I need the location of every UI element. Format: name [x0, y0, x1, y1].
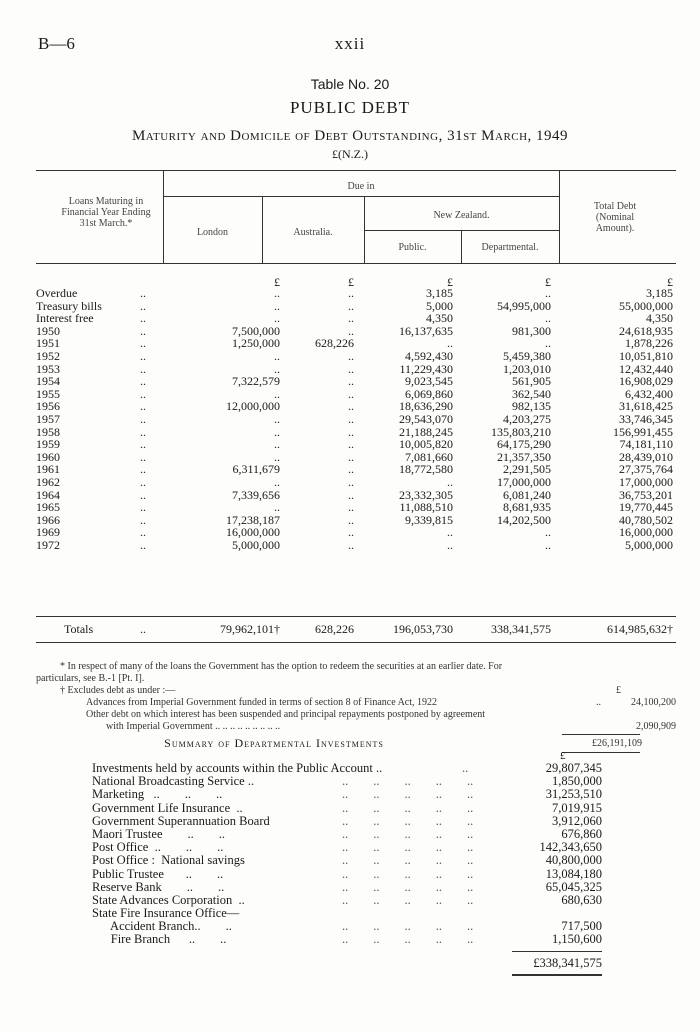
table-row	[36, 287, 676, 300]
cell-departmental: 981,300	[512, 323, 551, 338]
row-label: 1960	[36, 449, 60, 464]
cell-departmental: 21,357,350	[497, 449, 551, 464]
row-label: 1955	[36, 386, 60, 401]
summary-row-value: 13,084,180	[545, 866, 602, 881]
summary-row-dots: .. .. .. .. ..	[342, 919, 474, 934]
summary-row-dots: .. .. .. .. ..	[342, 866, 474, 881]
summary-row-dots: .. .. .. .. ..	[342, 879, 474, 894]
footnote-sum-rule	[562, 734, 640, 735]
cell-departmental: ..	[545, 537, 551, 552]
footnote-other	[36, 709, 676, 721]
header-departmental: Departmental.	[481, 242, 539, 253]
summary-row-label: Public Trustee .. ..	[92, 866, 224, 881]
cell-public: 9,023,545	[405, 374, 453, 389]
summary-row-dots: .. .. .. .. ..	[342, 787, 474, 802]
row-dots: ..	[140, 462, 146, 477]
table-row	[36, 413, 676, 426]
summary-row-label: National Broadcasting Service ..	[92, 774, 255, 789]
cell-australia: ..	[348, 374, 354, 389]
footnote-other-label2: with Imperial Government .. .. .. .. .. .. .. .. ..	[106, 721, 281, 732]
row-label: 1969	[36, 525, 60, 540]
cell-departmental: 5,459,380	[503, 348, 551, 363]
summary-row-label: Investments held by accounts within the Public Account ..	[92, 761, 383, 775]
cell-departmental: 561,905	[512, 374, 551, 389]
cell-london: ..	[274, 411, 280, 426]
cell-total: 19,770,445	[619, 500, 673, 515]
cell-public: ..	[447, 537, 453, 552]
summary-row	[92, 788, 612, 801]
summary-row-label: State Fire Insurance Office—	[92, 906, 240, 921]
cell-departmental: 362,540	[512, 386, 551, 401]
table-row	[36, 388, 676, 401]
cell-london: 17,238,187	[226, 512, 280, 527]
cell-australia: ..	[348, 348, 354, 363]
cell-departmental: 982,135	[512, 399, 551, 414]
cell-australia: ..	[348, 512, 354, 527]
col-divider-5	[559, 170, 560, 263]
summary-row-label: Post Office .. .. ..	[92, 840, 224, 855]
cell-total: 4,350	[646, 311, 673, 326]
footnote-advances-dots: ..	[596, 697, 601, 708]
summary-row-value: 31,253,510	[545, 787, 602, 802]
footnote-other-cont	[36, 721, 676, 733]
cell-london: 7,322,579	[232, 374, 280, 389]
row-label: 1965	[36, 500, 60, 515]
cell-total: 12,432,440	[619, 361, 673, 376]
cell-australia: 628,226	[315, 336, 354, 351]
summary-row-value: 717,500	[561, 919, 602, 934]
summary-row-value: 142,343,650	[539, 840, 602, 855]
summary-row-label: Fire Branch .. ..	[92, 932, 227, 947]
summary-list	[92, 762, 612, 947]
totals-label: Totals	[64, 622, 94, 636]
summary-row-label: Government Superannuation Board	[92, 813, 270, 828]
table-row	[36, 514, 676, 527]
totals-top-rule	[36, 616, 676, 617]
summary-row-label: Marketing .. .. ..	[92, 787, 223, 802]
cell-departmental: 135,803,210	[491, 424, 551, 439]
table-row	[36, 363, 676, 376]
cell-australia: ..	[348, 525, 354, 540]
cell-public: ..	[447, 474, 453, 489]
summary-row-value: 1,150,600	[552, 932, 602, 947]
table-row	[36, 539, 676, 552]
cell-london: ..	[274, 386, 280, 401]
table-row	[36, 400, 676, 413]
cell-australia: ..	[348, 386, 354, 401]
summary-row-value: 680,630	[561, 892, 602, 907]
summary-row-value: 3,912,060	[552, 813, 602, 828]
cell-australia: ..	[348, 298, 354, 313]
cell-public: 4,350	[426, 311, 453, 326]
cell-total: 3,185	[646, 286, 673, 300]
footnote-dagger-text: † Excludes debt as under :—	[60, 685, 176, 696]
summary-row-dots: ..	[462, 761, 469, 775]
summary-row-value: 1,850,000	[552, 774, 602, 789]
cell-total: 156,991,455	[613, 424, 673, 439]
table-row	[36, 325, 676, 338]
summary-row-dots: .. .. .. .. ..	[342, 774, 474, 789]
summary-row-dots: .. .. .. .. ..	[342, 932, 474, 947]
cell-australia: ..	[348, 323, 354, 338]
summary-pound: £	[560, 750, 566, 762]
cell-public: 5,000	[426, 298, 453, 313]
footnotes	[36, 661, 676, 733]
totals-total: 614,985,632†	[607, 622, 673, 636]
totals-london: 79,962,101†	[220, 622, 280, 636]
summary-row-dots: .. .. .. .. ..	[342, 853, 474, 868]
cell-public: 18,772,580	[399, 462, 453, 477]
header-australia: Australia.	[293, 227, 333, 238]
totals-australia: 628,226	[315, 622, 354, 636]
table-row	[36, 463, 676, 476]
cell-public: 3,185	[426, 286, 453, 300]
cell-departmental: 8,681,935	[503, 500, 551, 515]
row-dots: ..	[140, 399, 146, 414]
row-label: 1961	[36, 462, 60, 477]
row-dots: ..	[140, 298, 146, 313]
summary-sum-rule	[512, 951, 602, 952]
row-dots: ..	[140, 487, 146, 502]
row-dots: ..	[140, 449, 146, 464]
row-label: 1951	[36, 336, 60, 351]
cell-total: 16,000,000	[619, 525, 673, 540]
page-subtitle: Maturity and Domicile of Debt Outstanding, 31st March, 1949	[131, 128, 569, 144]
header-new-zealand: New Zealand.	[433, 210, 490, 221]
footnote-advances-value: 24,100,200	[631, 697, 676, 708]
summary-row-dots: .. .. .. .. ..	[342, 840, 474, 855]
summary-row	[92, 802, 612, 815]
cell-public: 10,005,820	[399, 437, 453, 452]
cell-public: 4,592,430	[405, 348, 453, 363]
cell-departmental: ..	[545, 311, 551, 326]
cell-australia: ..	[348, 449, 354, 464]
debt-table-body	[36, 287, 676, 551]
cell-total: 24,618,935	[619, 323, 673, 338]
cell-total: 1,878,226	[625, 336, 673, 351]
totals-row	[36, 621, 676, 637]
cell-departmental: 6,081,240	[503, 487, 551, 502]
page-title: PUBLIC DEBT	[289, 98, 411, 117]
cell-australia: ..	[348, 286, 354, 300]
cell-london: ..	[274, 449, 280, 464]
totals-departmental: 338,341,575	[491, 622, 551, 636]
cell-london: ..	[274, 437, 280, 452]
cell-london: ..	[274, 311, 280, 326]
cell-total: 40,780,502	[619, 512, 673, 527]
section-code: B—6	[38, 34, 75, 53]
footnote-asterisk-cont: particulars, see B.-1 [Pt. I].	[36, 673, 145, 684]
row-label: 1950	[36, 323, 60, 338]
table-row	[36, 451, 676, 464]
row-dots: ..	[140, 323, 146, 338]
cell-australia: ..	[348, 500, 354, 515]
cell-departmental: 17,000,000	[497, 474, 551, 489]
cell-total: 10,051,810	[619, 348, 673, 363]
summary-row	[92, 881, 612, 894]
summary-row	[92, 933, 612, 946]
cell-departmental: ..	[545, 286, 551, 300]
row-label: 1962	[36, 474, 60, 489]
table-row	[36, 438, 676, 451]
summary-row-dots: .. .. .. .. ..	[342, 813, 474, 828]
summary-row-dots: .. .. .. .. ..	[342, 826, 474, 841]
summary-row-value: 40,800,000	[545, 853, 602, 868]
table-row	[36, 350, 676, 363]
row-dots: ..	[140, 437, 146, 452]
cell-public: 29,543,070	[399, 411, 453, 426]
cell-public: 9,339,815	[405, 512, 453, 527]
row-label: 1966	[36, 512, 60, 527]
cell-public: 11,229,430	[399, 361, 453, 376]
summary-title: Summary of Departmental Investments	[164, 736, 384, 750]
table-row	[36, 526, 676, 539]
row-dots: ..	[140, 374, 146, 389]
table-row	[36, 300, 676, 313]
row-dots: ..	[140, 348, 146, 363]
cell-australia: ..	[348, 361, 354, 376]
row-label: 1957	[36, 411, 60, 426]
header-london: London	[196, 227, 229, 238]
row-dots: ..	[140, 311, 146, 326]
cell-public: 11,088,510	[399, 500, 453, 515]
cell-australia: ..	[348, 487, 354, 502]
cell-london: 1,250,000	[232, 336, 280, 351]
row-dots: ..	[140, 286, 146, 300]
cell-london: 16,000,000	[226, 525, 280, 540]
cell-total: 27,375,764	[619, 462, 673, 477]
cell-departmental: 4,203,275	[503, 411, 551, 426]
currency-public: £	[447, 275, 453, 289]
cell-total: 33,746,345	[619, 411, 673, 426]
summary-row-label: Maori Trustee .. ..	[92, 826, 225, 841]
currency-australia: £	[348, 275, 354, 289]
cell-total: 6,432,400	[625, 386, 673, 401]
cell-total: 5,000,000	[625, 537, 673, 552]
table-row	[36, 426, 676, 439]
footnote-total: £26,191,109	[592, 738, 642, 749]
row-dots: ..	[140, 525, 146, 540]
cell-public: 18,636,290	[399, 399, 453, 414]
summary-row-label: Reserve Bank .. ..	[92, 879, 225, 894]
cell-london: ..	[274, 298, 280, 313]
summary-row-dots: .. .. .. .. ..	[342, 892, 474, 907]
row-label: 1958	[36, 424, 60, 439]
row-label: Overdue	[36, 286, 78, 300]
summary-row	[92, 868, 612, 881]
currency-departmental: £	[545, 275, 551, 289]
cell-australia: ..	[348, 411, 354, 426]
row-label: 1956	[36, 399, 60, 414]
row-label: Interest free	[36, 311, 94, 326]
cell-total: 31,618,425	[619, 399, 673, 414]
row-label: 1952	[36, 348, 60, 363]
totals-bottom-rule	[36, 642, 676, 643]
row-label: Treasury bills	[36, 298, 102, 313]
currency-london: £	[274, 275, 280, 289]
summary-row-label: Accident Branch.. ..	[92, 919, 232, 934]
cell-london: ..	[274, 361, 280, 376]
currency-unit: £(N.Z.)	[332, 147, 368, 161]
row-dots: ..	[140, 361, 146, 376]
footnote-pound: £	[616, 685, 621, 696]
cell-public: 21,188,245	[399, 424, 453, 439]
cell-total: 17,000,000	[619, 474, 673, 489]
header-public: Public.	[398, 242, 427, 253]
cell-australia: ..	[348, 311, 354, 326]
row-label: 1954	[36, 374, 60, 389]
cell-australia: ..	[348, 537, 354, 552]
row-dots: ..	[140, 500, 146, 515]
table-row	[36, 312, 676, 325]
row-dots: ..	[140, 424, 146, 439]
summary-row-value: 676,860	[561, 826, 602, 841]
cell-departmental: ..	[545, 336, 551, 351]
cell-london: 12,000,000	[226, 399, 280, 414]
row-label: 1972	[36, 537, 60, 552]
summary-total-rule	[512, 974, 602, 976]
cell-public: ..	[447, 336, 453, 351]
row-dots: ..	[140, 537, 146, 552]
row-dots: ..	[140, 386, 146, 401]
summary-row-value: 7,019,915	[552, 800, 602, 815]
cell-total: 28,439,010	[619, 449, 673, 464]
row-dots: ..	[140, 411, 146, 426]
table-number: Table No. 20	[310, 76, 390, 92]
table-row	[36, 337, 676, 350]
cell-public: 7,081,660	[405, 449, 453, 464]
cell-australia: ..	[348, 462, 354, 477]
cell-public: 23,332,305	[399, 487, 453, 502]
footnote-advances	[36, 697, 676, 709]
cell-australia: ..	[348, 437, 354, 452]
cell-departmental: 2,291,505	[503, 462, 551, 477]
footnote-advances-label: Advances from Imperial Government funded in terms of section 8 of Finance Act, 1922	[86, 697, 438, 708]
summary-row-value: 65,045,325	[545, 879, 602, 894]
cell-london: ..	[274, 348, 280, 363]
totals-public: 196,053,730	[393, 622, 453, 636]
table-top-rule	[36, 170, 676, 171]
cell-total: 74,181,110	[619, 437, 673, 452]
row-dots: ..	[140, 474, 146, 489]
row-dots: ..	[140, 512, 146, 527]
cell-london: ..	[274, 424, 280, 439]
currency-total: £	[667, 275, 673, 289]
cell-london: 5,000,000	[232, 537, 280, 552]
cell-london: ..	[274, 286, 280, 300]
header-due-in: Due in	[347, 181, 375, 192]
row-label: 1964	[36, 487, 60, 502]
cell-total: 55,000,000	[619, 298, 673, 313]
cell-public: 16,137,635	[399, 323, 453, 338]
summary-row-label: Post Office : National savings	[92, 853, 245, 868]
table-row	[36, 375, 676, 388]
footnote-dagger	[36, 685, 676, 697]
cell-public: 6,069,860	[405, 386, 453, 401]
row-dots: ..	[140, 336, 146, 351]
cell-london: ..	[274, 500, 280, 515]
cell-australia: ..	[348, 474, 354, 489]
summary-row-label: State Advances Corporation ..	[92, 892, 245, 907]
page-number: xxii	[334, 34, 366, 53]
summary-row-value: 29,807,345	[545, 761, 602, 775]
footnote-total-rule	[562, 752, 640, 753]
cell-departmental: ..	[545, 525, 551, 540]
cell-departmental: 1,203,010	[503, 361, 551, 376]
cell-departmental: 54,995,000	[497, 298, 551, 313]
summary-row	[92, 815, 612, 828]
summary-row-dots: .. .. .. .. ..	[342, 800, 474, 815]
table-row	[36, 476, 676, 489]
cell-london: 6,311,679	[232, 462, 280, 477]
totals-dots: ..	[140, 622, 146, 636]
cell-total: 16,908,029	[619, 374, 673, 389]
cell-australia: ..	[348, 424, 354, 439]
row-label: 1959	[36, 437, 60, 452]
table-row	[36, 489, 676, 502]
header-bottom-rule	[36, 263, 676, 264]
cell-departmental: 14,202,500	[497, 512, 551, 527]
cell-departmental: 64,175,290	[497, 437, 551, 452]
summary-total: £338,341,575	[533, 956, 602, 970]
cell-london: ..	[274, 474, 280, 489]
cell-london: 7,339,656	[232, 487, 280, 502]
summary-row	[92, 854, 612, 867]
cell-total: 36,753,201	[619, 487, 673, 502]
header-loans-maturing: Loans Maturing in Financial Year Ending 31st March.*	[61, 196, 151, 229]
footnote-other-label: Other debt on which interest has been suspended and principal repayments postponed by agreement	[86, 709, 486, 720]
due-in-rule	[163, 196, 559, 197]
summary-row-label: Government Life Insurance ..	[92, 800, 243, 815]
table-row	[36, 501, 676, 514]
footnote-asterisk: * In respect of many of the loans the Government has the option to redeem the securities at an earlier date. For	[60, 661, 503, 672]
cell-public: ..	[447, 525, 453, 540]
row-label: 1953	[36, 361, 60, 376]
footnote-other-value: 2,090,909	[636, 721, 676, 732]
cell-australia: ..	[348, 399, 354, 414]
header-total-debt: Total Debt (Nominal Amount).	[593, 201, 637, 234]
cell-london: 7,500,000	[232, 323, 280, 338]
